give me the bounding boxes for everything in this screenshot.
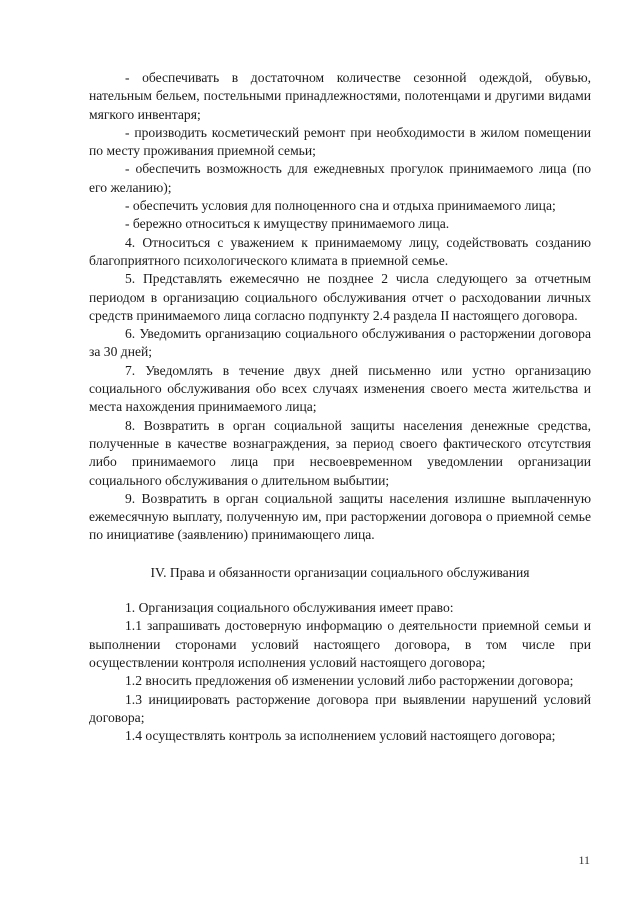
paragraph: 1.3 инициировать расторжение договора при выявлении нарушений условий договора; bbox=[89, 691, 591, 725]
paragraph: 8. Возвратить в орган социальной защиты населения денежные средства, полученные в качестве вознаграждения, за период своего фактического отсутствия либо принимаемого лица при несвоевременном уведомлении организации социального обслуживания о длительном выбытии; bbox=[89, 417, 591, 488]
page-number: 11 bbox=[578, 853, 590, 867]
section-heading: IV. Права и обязанности организации социального обслуживания bbox=[150, 564, 530, 580]
paragraph: - обеспечить возможность для ежедневных прогулок принимаемого лица (по его желанию); bbox=[89, 161, 591, 195]
paragraph: 1.4 осуществлять контроль за исполнением условий настоящего договора; bbox=[125, 728, 556, 744]
paragraph: 9. Возвратить в орган социальной защиты населения излишне выплаченную ежемесячную выплату, полученную им, при расторжении договора о приемной семье по инициативе (заявлению) принимающего лица. bbox=[89, 490, 591, 543]
paragraph: 6. Уведомить организацию социального обслуживания о расторжении договора за 30 дней; bbox=[89, 326, 591, 360]
paragraph: - бережно относиться к имуществу принимаемого лица. bbox=[125, 216, 450, 232]
paragraph: 1.2 вносить предложения об изменении условий либо расторжении договора; bbox=[125, 673, 574, 689]
paragraph: 1. Организация социального обслуживания имеет право: bbox=[125, 600, 454, 616]
paragraph: 1.1 запрашивать достоверную информацию о деятельности приемной семьи и выполнении сторонами условий настоящего договора, в том числе при осуществлении контроля исполнения условий настоящего договора; bbox=[89, 618, 591, 670]
paragraph: 5. Представлять ежемесячно не позднее 2 числа следующего за отчетным периодом в организацию социального обслуживания отчет о расходовании личных средств принимаемого лица согласно подпункту 2.4 раздела II настоящего договора. bbox=[89, 271, 591, 323]
paragraph: - обеспечивать в достаточном количестве сезонной одеждой, обувью, нательным бельем, постельными принадлежностями, полотенцами и другими видами мягкого инвентаря; bbox=[89, 70, 591, 122]
paragraph: - производить косметический ремонт при необходимости в жилом помещении по месту проживания приемной семьи; bbox=[89, 124, 591, 159]
paragraph: 4. Относиться с уважением к принимаемому лицу, содействовать созданию благоприятного психологического климата в приемной семье. bbox=[89, 234, 591, 268]
document-body bbox=[89, 69, 591, 745]
paragraph: 7. Уведомлять в течение двух дней письменно или устно организацию социального обслуживания обо всех случаях изменения своего места жительства и места нахождения принимаемого лица; bbox=[89, 362, 591, 415]
paragraph: - обеспечить условия для полноценного сна и отдыха принимаемого лица; bbox=[125, 198, 556, 214]
